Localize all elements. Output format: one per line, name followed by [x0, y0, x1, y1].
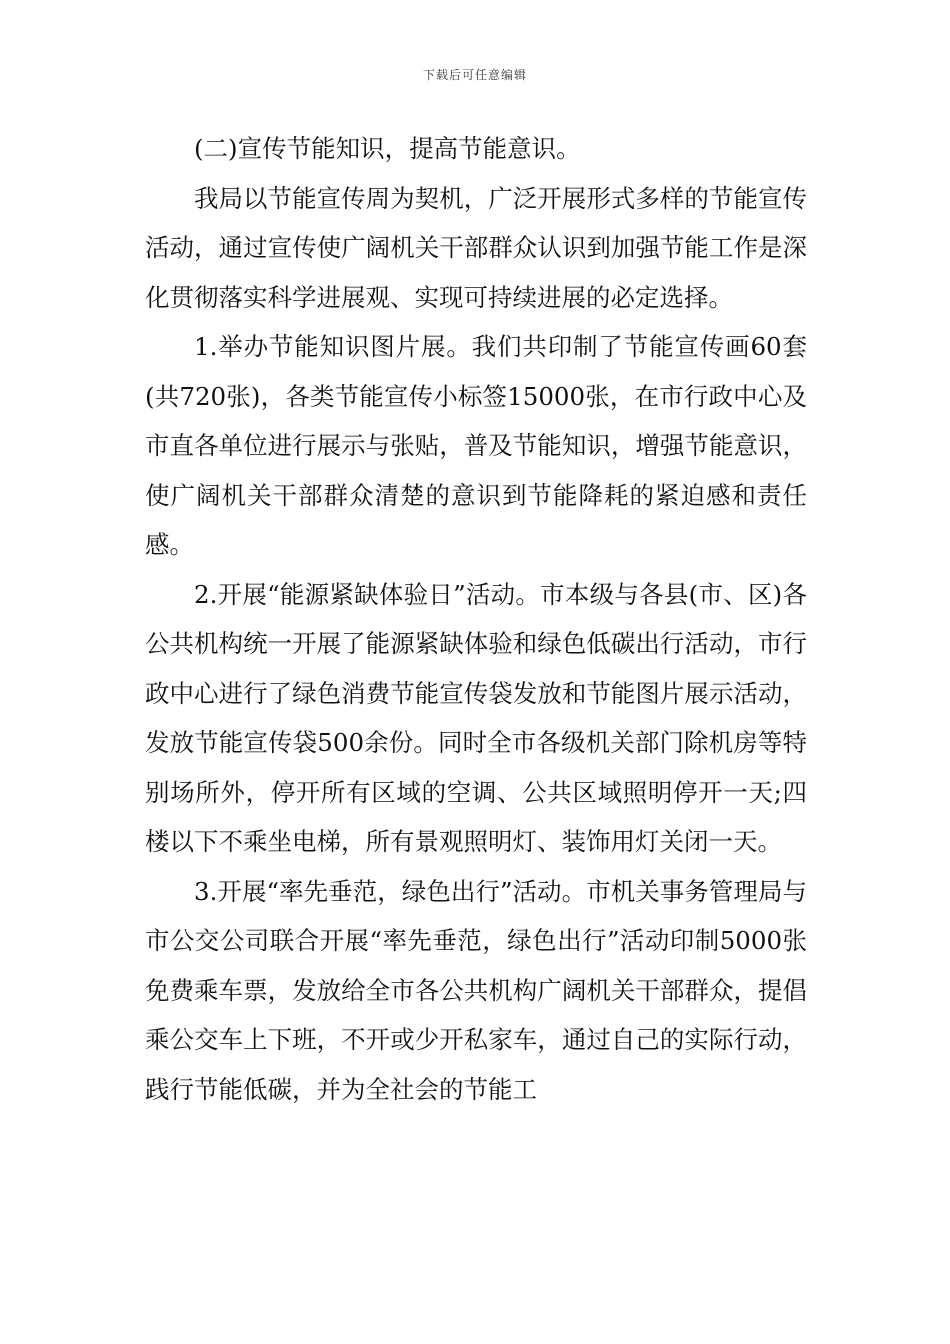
body-paragraph: 2.开展“能源紧缺体验日”活动。市本级与各县(市、区)各公共机构统一开展了能源紧缺体验和绿色低碳出行活动，市行政中心进行了绿色消费节能宣传袋发放和节能图片展示活动，发放节能宣传袋500余份。同时全市各级机关部门除机房等特别场所外，停开所有区域的空调、公共区域照明停开一天;四楼以下不乘坐电梯，所有景观照明灯、装饰用灯关闭一天。: [145, 579, 807, 856]
page-header-note: 下载后可任意编辑: [422, 68, 527, 82]
body-paragraph: 我局以节能宣传周为契机，广泛开展形式多样的节能宣传活动，通过宣传使广阔机关干部群众认识到加强节能工作是深化贯彻落实科学进展观、实现可持续进展的必定选择。: [145, 183, 807, 312]
document-body: [145, 124, 807, 1114]
body-paragraph: 3.开展“率先垂范，绿色出行”活动。市机关事务管理局与市公交公司联合开展“率先垂范，绿色出行”活动印制5000张免费乘车票，发放给全市各公共机构广阔机关干部群众，提倡乘公交车上下班，不开或少开私家车，通过自己的实际行动，践行节能低碳，并为全社会的节能工: [145, 876, 807, 1104]
body-paragraph: 1.举办节能知识图片展。我们共印制了节能宣传画60套(共720张)，各类节能宣传小标签15000张，在市行政中心及市直各单位进行展示与张贴，普及节能知识，增强节能意识，使广阔机关干部群众清楚的意识到节能降耗的紧迫感和责任感。: [145, 332, 807, 559]
section-heading: (二)宣传节能知识，提高节能意识。: [194, 134, 581, 163]
